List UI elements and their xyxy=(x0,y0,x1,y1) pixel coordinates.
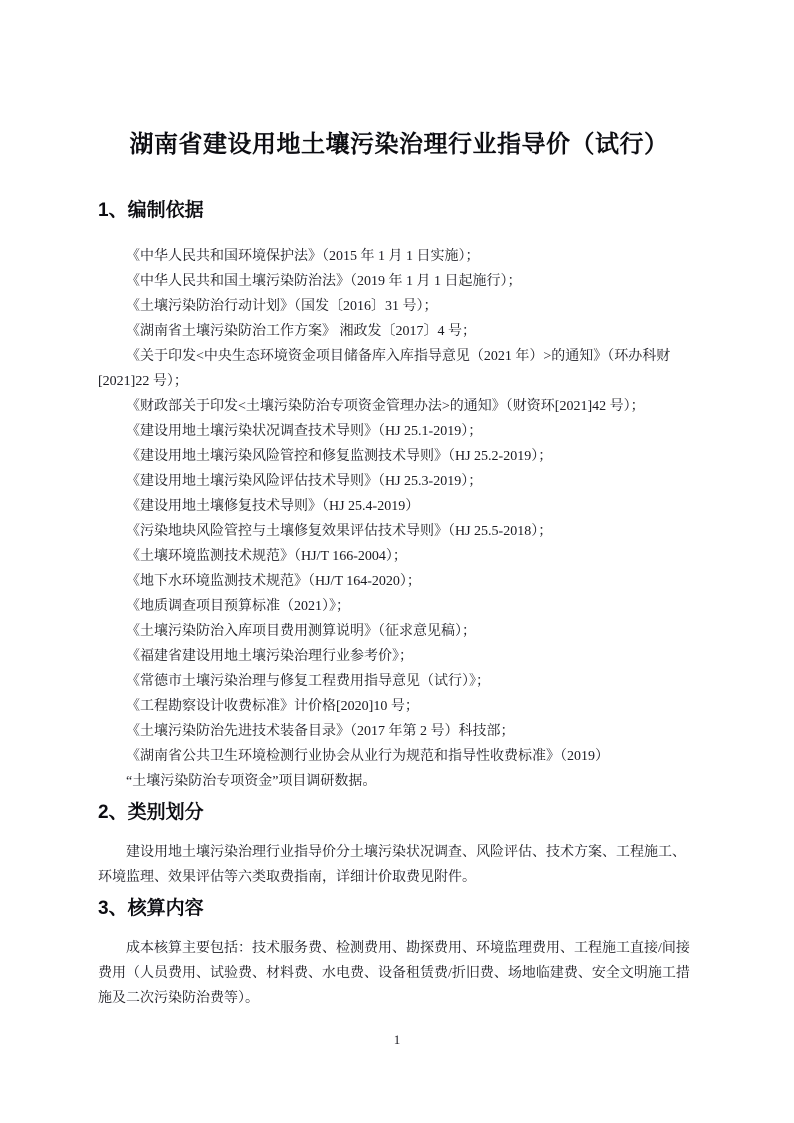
reference-line: “土壤污染防治专项资金”项目调研数据。 xyxy=(126,774,377,789)
reference-line: 《土壤污染防治入库项目费用测算说明》（征求意见稿）； xyxy=(126,624,476,639)
paragraph-line: 施及二次污染防治费等）。 xyxy=(98,991,259,1006)
section-1-heading: 1、编制依据 xyxy=(98,200,204,221)
reference-line: 《福建省建设用地土壤污染治理行业参考价》； xyxy=(126,649,413,664)
reference-line: 《工程勘察设计收费标准》计价格[2020]10 号； xyxy=(126,699,419,714)
reference-line: 《常德市土壤污染治理与修复工程费用指导意见（试行）》； xyxy=(126,674,490,689)
reference-line: 《地下水环境监测技术规范》（HJ/T 164-2020）； xyxy=(126,574,421,589)
document-title: 湖南省建设用地土壤污染治理行业指导价（试行） xyxy=(129,132,669,158)
reference-line-continuation: [2021]22 号）； xyxy=(98,374,188,389)
section-3-paragraph xyxy=(98,936,700,1011)
page-number: 1 xyxy=(393,1032,401,1047)
section-2-paragraph xyxy=(98,840,700,890)
reference-line: 《建设用地土壤修复技术导则》（HJ 25.4-2019） xyxy=(126,499,420,514)
reference-line: 《建设用地土壤污染风险评估技术导则》（HJ 25.3-2019）； xyxy=(126,474,483,489)
paragraph-line: 成本核算主要包括：技术服务费、检测费用、勘探费用、环境监理费用、工程施工直接/间接 xyxy=(126,941,690,956)
reference-line: 《建设用地土壤污染状况调查技术导则》（HJ 25.1-2019）； xyxy=(126,424,483,439)
reference-line: 《土壤污染防治先进技术装备目录》（2017 年第 2 号）科技部； xyxy=(126,724,515,739)
reference-line: 《土壤污染防治行动计划》（国发〔2016〕31 号）； xyxy=(126,299,438,314)
section-3-heading: 3、核算内容 xyxy=(98,898,204,919)
paragraph-line: 环境监理、效果评估等六类取费指南，详细计价取费见附件。 xyxy=(98,870,476,885)
paragraph-line: 建设用地土壤污染治理行业指导价分土壤污染状况调查、风险评估、技术方案、工程施工、 xyxy=(126,845,686,860)
reference-list xyxy=(98,244,700,794)
paragraph-line: 费用（人员费用、试验费、材料费、水电费、设备租赁费/折旧费、场地临建费、安全文明施工措 xyxy=(98,966,690,981)
reference-line: 《地质调查项目预算标准（2021）》； xyxy=(126,599,350,614)
reference-line: 《湖南省公共卫生环境检测行业协会从业行为规范和指导性收费标准》（2019） xyxy=(126,749,609,764)
reference-line: 《关于印发<中央生态环境资金项目储备库入库指导意见（2021 年）>的通知》（环办科财 xyxy=(126,349,671,364)
reference-line: 《湖南省土壤污染防治工作方案》 湘政发〔2017〕4 号； xyxy=(126,324,476,339)
reference-line: 《建设用地土壤污染风险管控和修复监测技术导则》（HJ 25.2-2019）； xyxy=(126,449,553,464)
reference-line: 《财政部关于印发<土壤污染防治专项资金管理办法>的通知》（财资环[2021]42 号）； xyxy=(126,399,645,414)
section-2-heading: 2、类别划分 xyxy=(98,802,204,823)
reference-line: 《污染地块风险管控与土壤修复效果评估技术导则》（HJ 25.5-2018）； xyxy=(126,524,553,539)
reference-line: 《土壤环境监测技术规范》（HJ/T 166-2004）； xyxy=(126,549,407,564)
reference-line: 《中华人民共和国环境保护法》（2015 年 1 月 1 日实施）； xyxy=(126,249,480,264)
reference-line: 《中华人民共和国土壤污染防治法》（2019 年 1 月 1 日起施行）； xyxy=(126,274,522,289)
